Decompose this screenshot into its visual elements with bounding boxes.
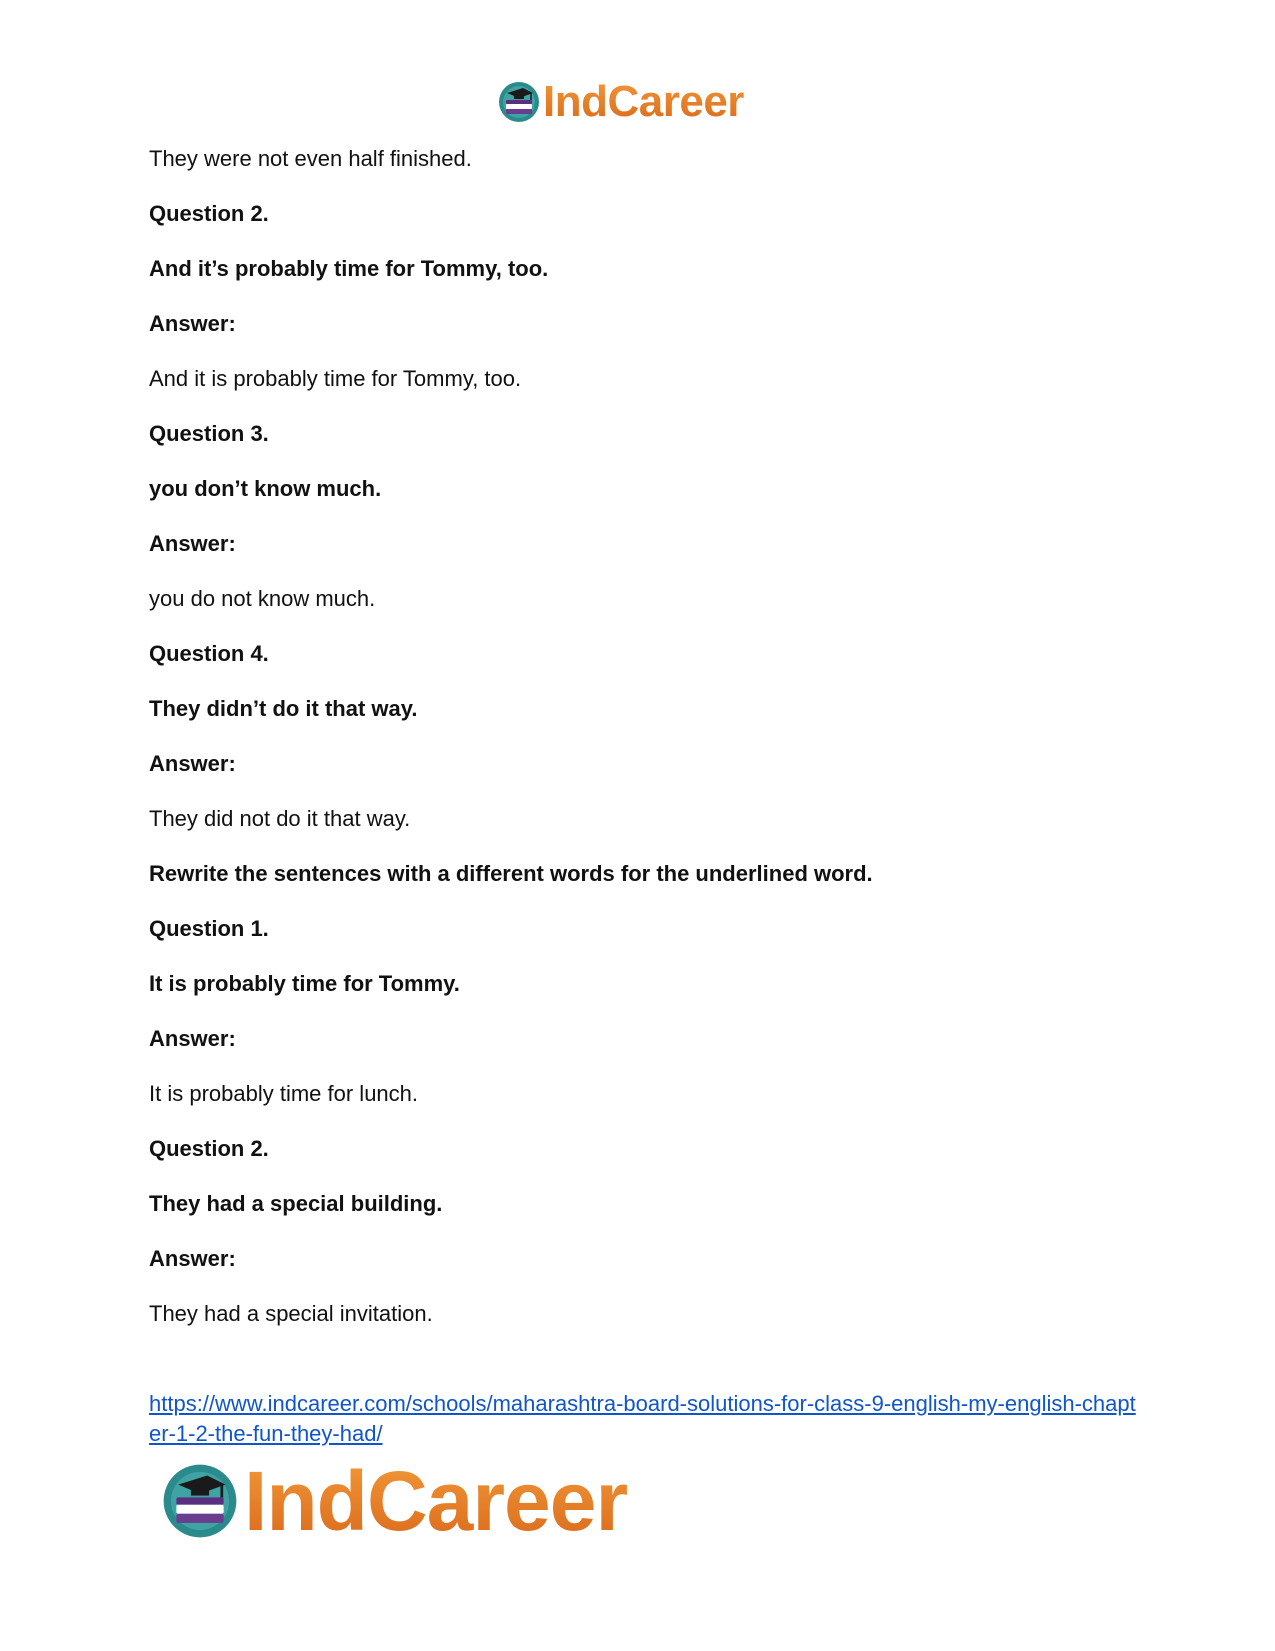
answer-text: They did not do it that way. [149,806,411,831]
answer-label: Answer: [149,1026,236,1051]
answer-label: Answer: [149,751,236,776]
question-text: And it’s probably time for Tommy, too. [149,256,549,281]
answer-text: They had a special invitation. [149,1301,433,1326]
header-logo-text: IndCareer [543,77,744,126]
graduation-book-icon [497,80,541,124]
answer-text: you do not know much. [149,586,376,611]
question-heading: Question 2. [149,201,269,226]
question-text: They had a special building. [149,1191,443,1216]
question-heading: Question 4. [149,641,269,666]
question-text: you don’t know much. [149,476,382,501]
answer-label: Answer: [149,1246,236,1271]
answer-text: And it is probably time for Tommy, too. [149,366,522,391]
question-text: Rewrite the sentences with a different words for the underlined word. [149,861,873,886]
question-text: They didn’t do it that way. [149,696,418,721]
question-heading: Question 2. [149,1136,269,1161]
answer-label: Answer: [149,531,236,556]
footer-logo-text: IndCareer [244,1453,628,1548]
answer-text: It is probably time for lunch. [149,1081,419,1106]
header-logo [497,78,744,126]
footer-logo [160,1453,628,1548]
question-heading: Question 1. [149,916,269,941]
graduation-book-icon [160,1461,240,1541]
question-heading: Question 3. [149,421,269,446]
answer-text: They were not even half finished. [149,146,472,171]
document-body [149,146,1149,1356]
answer-label: Answer: [149,311,236,336]
question-text: It is probably time for Tommy. [149,971,460,996]
source-url-link[interactable]: https://www.indcareer.com/schools/maharashtra-board-solutions-for-class-9-english-my-english-chapter-1-2-the-fun-they-had/ [149,1391,1136,1446]
